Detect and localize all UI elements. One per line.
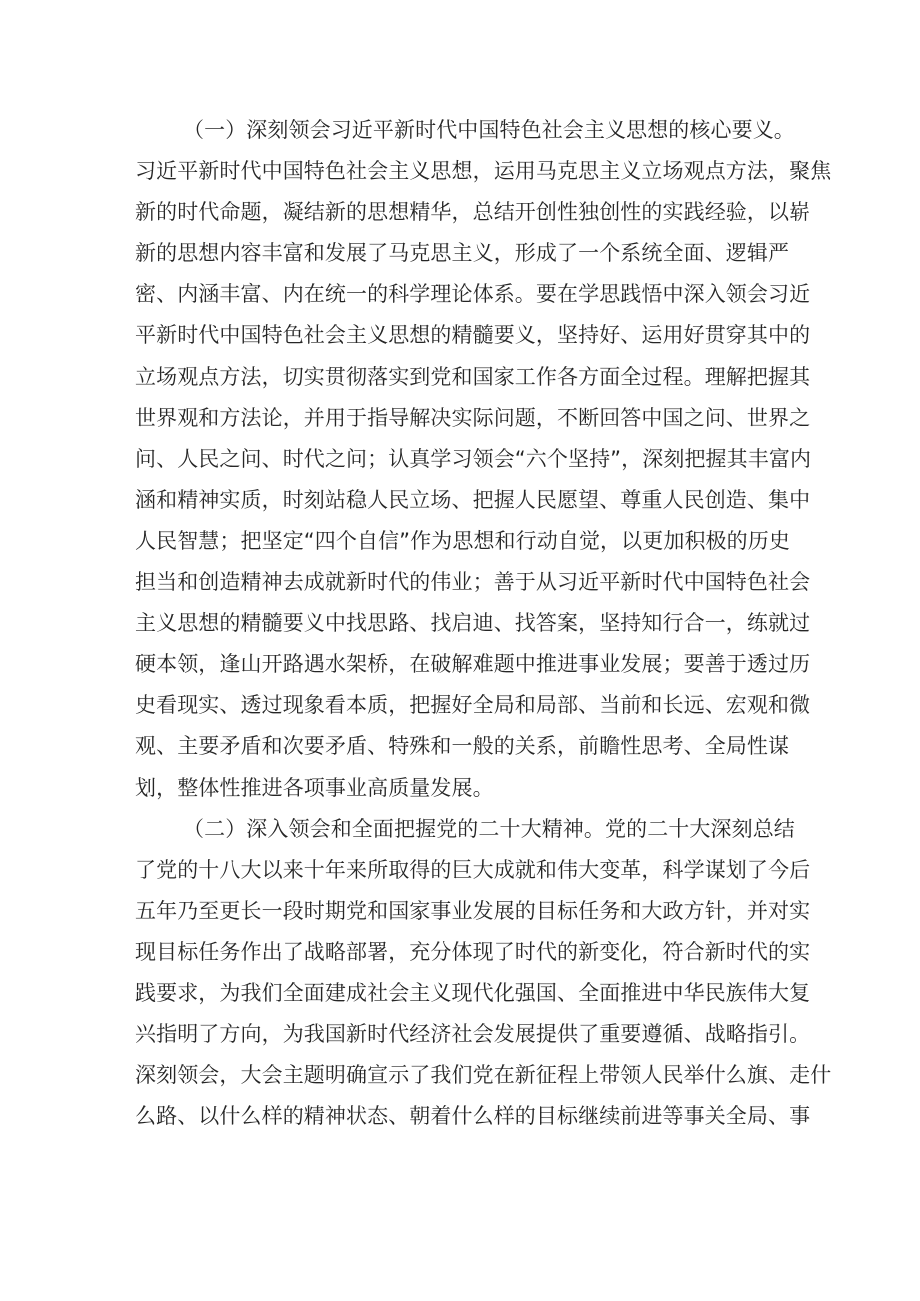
paragraph-line: 习近平新时代中国特色社会主义思想，运用马克思主义立场观点方法，聚焦 xyxy=(135,159,832,184)
paragraph-1 xyxy=(135,110,832,809)
paragraph-line: 兴指明了方向，为我国新时代经济社会发展提供了重要遵循、战略指引。 xyxy=(135,1022,811,1047)
paragraph-line: 主义思想的精髓要义中找思路、找启迪、找答案，坚持知行合一，练就过 xyxy=(135,611,811,636)
paragraph-line: 现目标任务作出了战略部署，充分体现了时代的新变化，符合新时代的实 xyxy=(135,939,811,964)
paragraph-2 xyxy=(135,809,832,1138)
paragraph-line: （一）深刻领会习近平新时代中国特色社会主义思想的核心要义。 xyxy=(183,118,795,142)
paragraph-line: 史看现实、透过现象看本质，把握好全局和局部、当前和长远、宏观和微 xyxy=(135,693,811,718)
paragraph-line: 硬本领，逢山开路遇水架桥，在破解难题中推进事业发展；要善于透过历 xyxy=(135,652,811,677)
paragraph-line: 新的思想内容丰富和发展了马克思主义，形成了一个系统全面、逻辑严 xyxy=(135,241,790,266)
paragraph-line: 问、人民之问、时代之问；认真学习领会“六个坚持”，深刻把握其丰富内 xyxy=(135,446,812,471)
paragraph-line: 新的时代命题，凝结新的思想精华，总结开创性独创性的实践经验，以崭 xyxy=(135,200,811,225)
paragraph-line: 了党的十八大以来十年来所取得的巨大成就和伟大变革，科学谋划了今后 xyxy=(135,857,811,882)
paragraph-line: （二）深入领会和全面把握党的二十大精神。党的二十大深刻总结 xyxy=(183,816,795,841)
paragraph-line: 践要求，为我们全面建成社会主义现代化强国、全面推进中华民族伟大复 xyxy=(135,980,811,1005)
paragraph-line: 涵和精神实质，时刻站稳人民立场、把握人民愿望、尊重人民创造、集中 xyxy=(135,487,811,512)
paragraph-line: 世界观和方法论，并用于指导解决实际问题，不断回答中国之问、世界之 xyxy=(135,405,811,430)
document-body xyxy=(135,110,832,1137)
paragraph-line: 人民智慧；把坚定“四个自信”作为思想和行动自觉，以更加积极的历史 xyxy=(135,528,790,553)
paragraph-line: 立场观点方法，切实贯彻落实到党和国家工作各方面全过程。理解把握其 xyxy=(135,364,811,389)
paragraph-line: 担当和创造精神去成就新时代的伟业；善于从习近平新时代中国特色社会 xyxy=(135,570,811,595)
paragraph-line: 五年乃至更长一段时期党和国家事业发展的目标任务和大政方针，并对实 xyxy=(135,898,811,923)
paragraph-line: 观、主要矛盾和次要矛盾、特殊和一般的关系，前瞻性思考、全局性谋 xyxy=(135,734,790,759)
paragraph-line: 么路、以什么样的精神状态、朝着什么样的目标继续前进等事关全局、事 xyxy=(135,1104,811,1129)
paragraph-line: 平新时代中国特色社会主义思想的精髓要义，坚持好、运用好贯穿其中的 xyxy=(135,323,811,348)
paragraph-line: 密、内涵丰富、内在统一的科学理论体系。要在学思践悟中深入领会习近 xyxy=(135,282,811,307)
paragraph-line: 划，整体性推进各项事业高质量发展。 xyxy=(135,775,494,800)
paragraph-line: 深刻领会，大会主题明确宣示了我们党在新征程上带领人民举什么旗、走什 xyxy=(135,1063,832,1088)
